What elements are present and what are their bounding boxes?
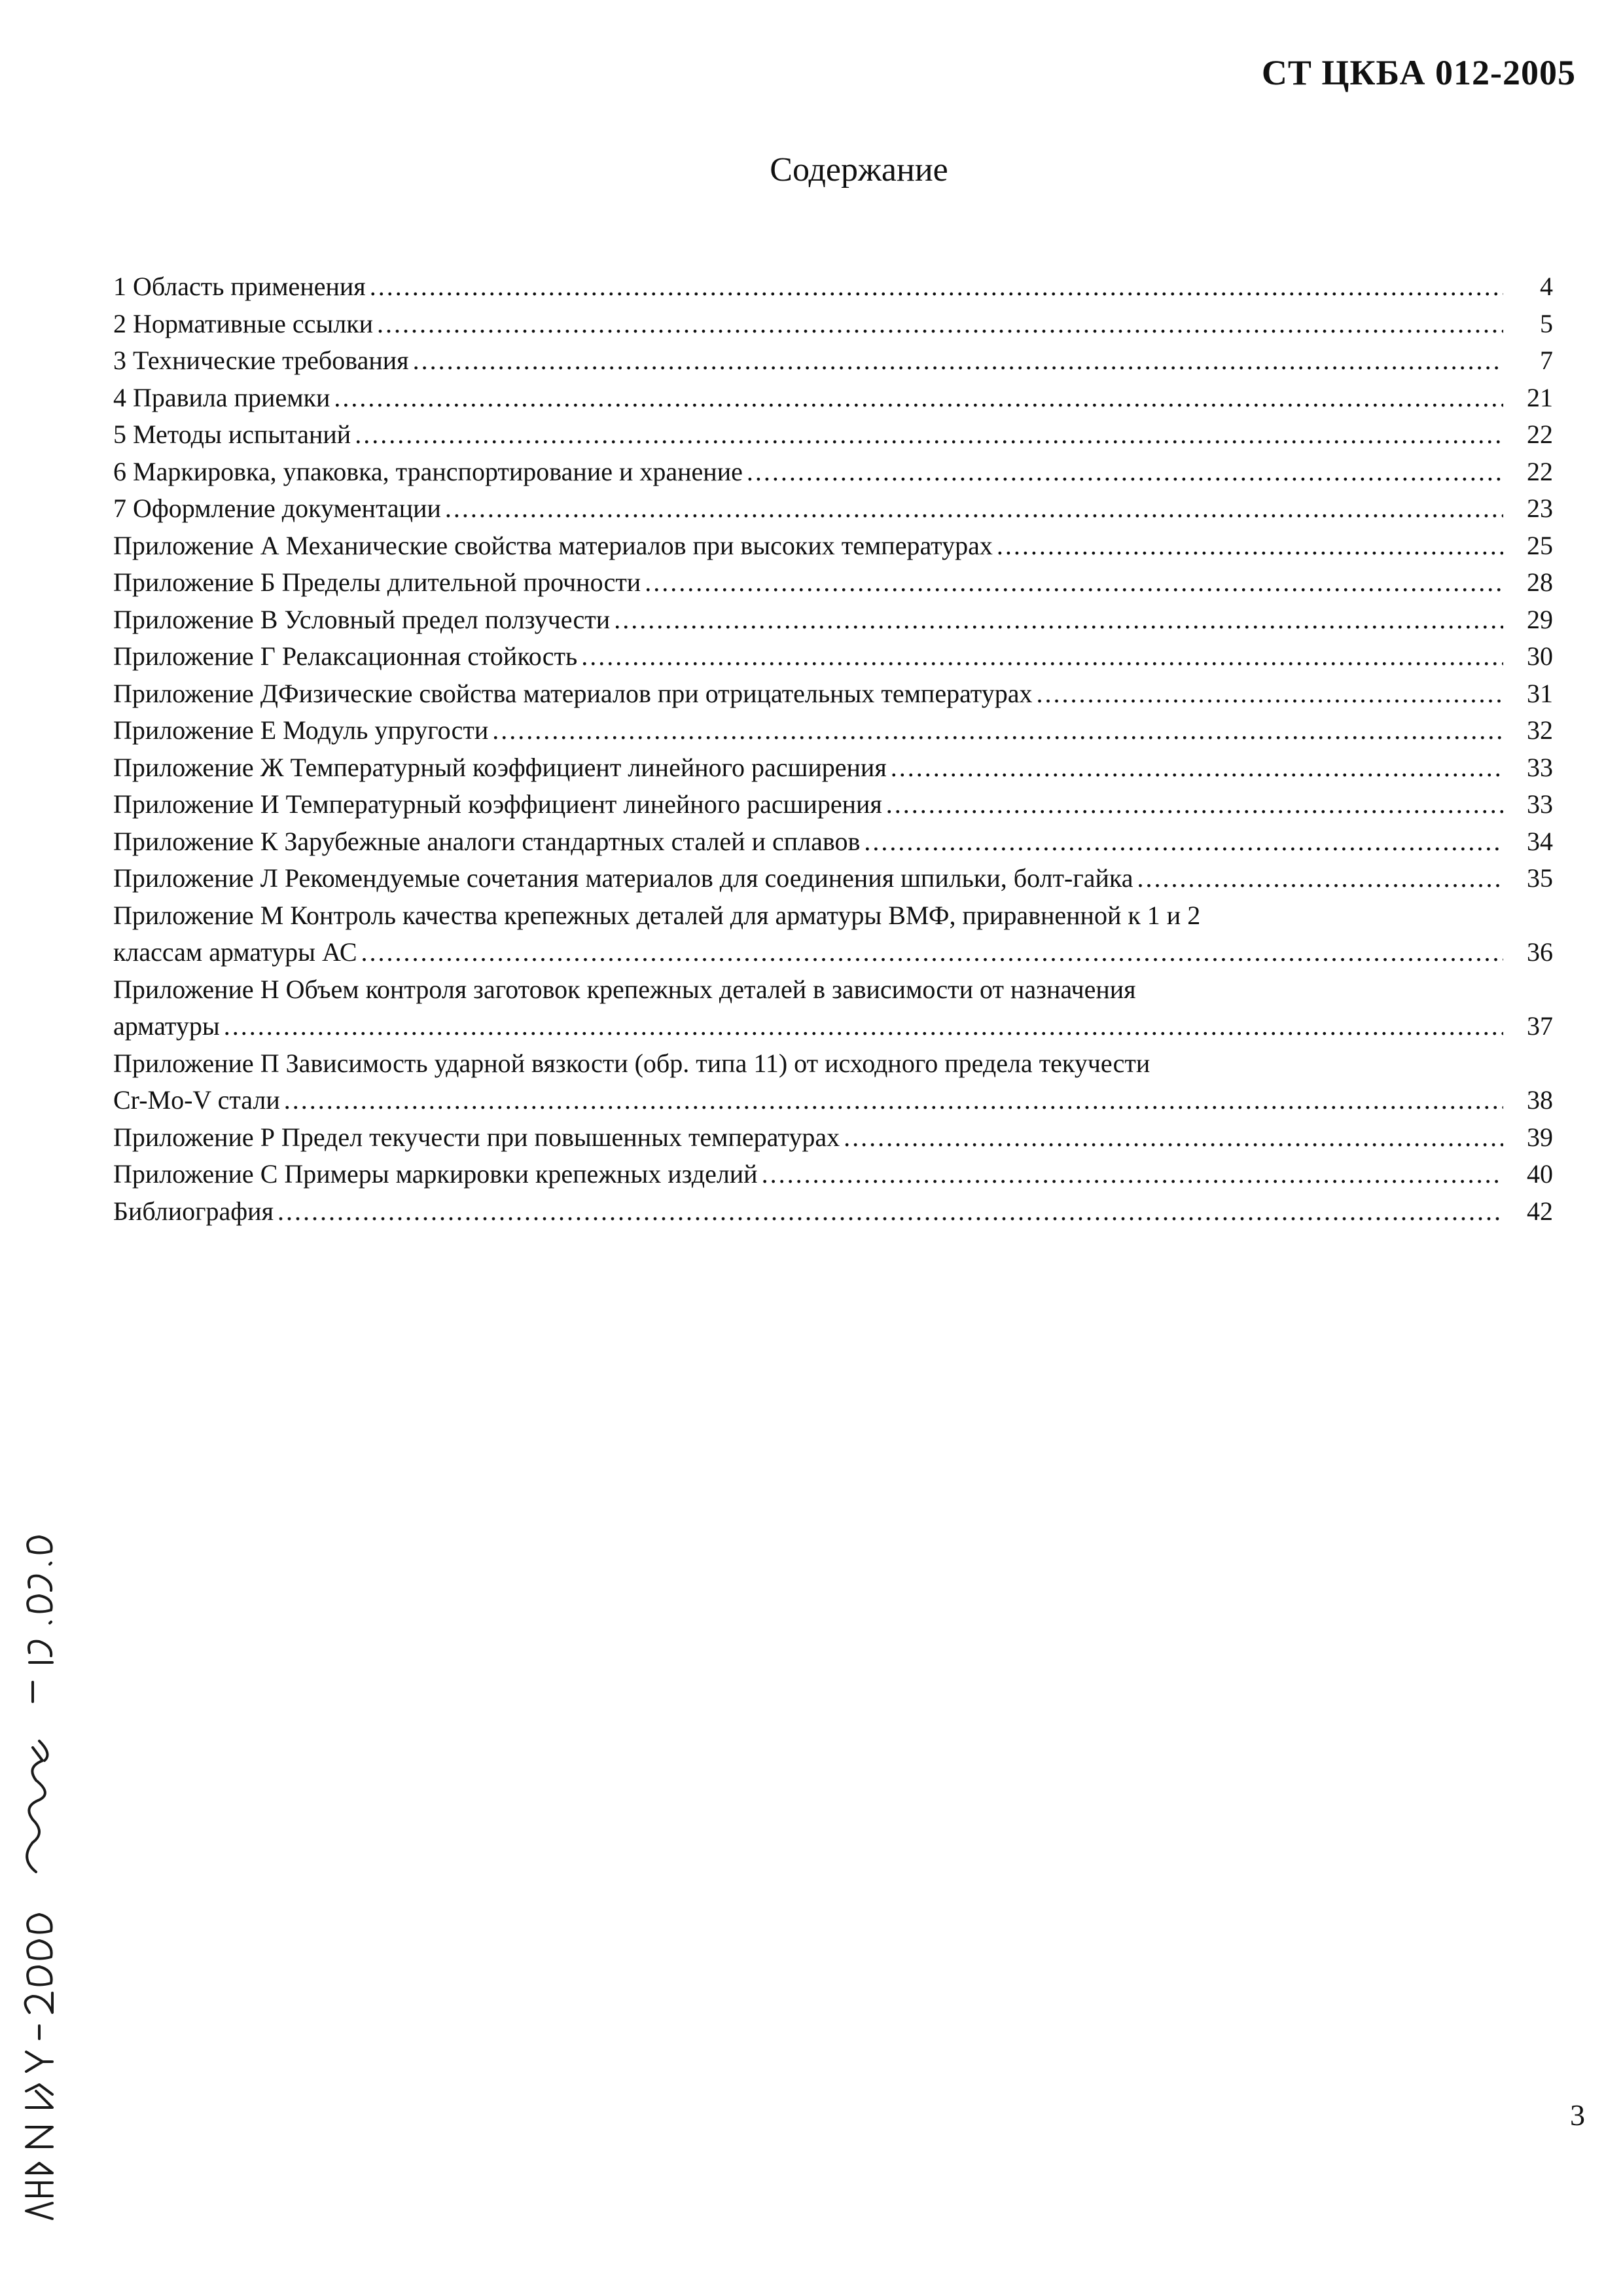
toc-entry bbox=[113, 1156, 1553, 1193]
toc-entry-page: 7 bbox=[1540, 346, 1553, 375]
toc-entry-text: классам арматуры АС bbox=[113, 937, 357, 967]
toc-entry-line bbox=[113, 1156, 1553, 1193]
toc-entry-line bbox=[113, 675, 1553, 713]
toc-entry-line bbox=[113, 638, 1553, 675]
dot-leader bbox=[614, 601, 1503, 639]
toc-entry-page: 37 bbox=[1527, 1011, 1553, 1041]
toc-entry-line bbox=[113, 823, 1553, 861]
dot-leader bbox=[284, 1082, 1503, 1119]
toc-entry-text: Приложение Г Релаксационная стойкость bbox=[113, 641, 578, 671]
toc-entry-text: Приложение В Условный предел ползучести bbox=[113, 604, 611, 634]
toc-entry-text: 3 Технические требования bbox=[113, 346, 409, 375]
toc-entry-text: 6 Маркировка, упаковка, транспортирование и хранение bbox=[113, 456, 743, 486]
toc-entry-line bbox=[113, 749, 1553, 787]
toc-entry bbox=[113, 786, 1553, 823]
dot-leader bbox=[413, 342, 1503, 380]
toc-entry bbox=[113, 380, 1553, 417]
toc-entry bbox=[113, 712, 1553, 749]
toc-entry bbox=[113, 1045, 1553, 1119]
dot-leader bbox=[581, 638, 1503, 675]
toc-entry-page: 29 bbox=[1527, 604, 1553, 634]
dot-leader bbox=[445, 490, 1503, 528]
toc-entry-page: 33 bbox=[1527, 789, 1553, 819]
table-of-contents bbox=[113, 268, 1553, 1230]
toc-entry-line bbox=[113, 712, 1553, 749]
toc-entry bbox=[113, 823, 1553, 861]
toc-entry-page: 32 bbox=[1527, 715, 1553, 745]
toc-entry bbox=[113, 342, 1553, 380]
toc-entry-line bbox=[113, 786, 1553, 823]
toc-entry-line bbox=[113, 416, 1553, 454]
toc-entry-text: 1 Область применения bbox=[113, 272, 366, 301]
toc-entry-page: 31 bbox=[1527, 678, 1553, 708]
toc-entry-text: Приложение И Температурный коэффициент линейного расширения bbox=[113, 789, 882, 819]
toc-entry-line bbox=[113, 934, 1553, 971]
toc-entry-line bbox=[113, 860, 1553, 897]
toc-entry bbox=[113, 897, 1553, 971]
toc-entry-page: 33 bbox=[1527, 752, 1553, 782]
toc-entry-line bbox=[113, 971, 1553, 1009]
toc-entry-text: Приложение К Зарубежные аналоги стандартных сталей и сплавов bbox=[113, 826, 861, 856]
toc-entry-page: 28 bbox=[1527, 567, 1553, 597]
toc-entry bbox=[113, 675, 1553, 713]
dot-leader bbox=[334, 380, 1503, 417]
toc-entry-line bbox=[113, 342, 1553, 380]
dot-leader bbox=[361, 934, 1503, 971]
dot-leader bbox=[370, 268, 1503, 306]
toc-entry-text: Приложение Ж Температурный коэффициент линейного расширения bbox=[113, 752, 887, 782]
toc-entry-page: 39 bbox=[1527, 1122, 1553, 1152]
toc-entry-line bbox=[113, 1045, 1553, 1083]
dot-leader bbox=[891, 749, 1503, 787]
document-code: СТ ЦКБА 012-2005 bbox=[1261, 53, 1576, 92]
toc-entry-line bbox=[113, 528, 1553, 565]
toc-entry-page: 36 bbox=[1527, 937, 1553, 967]
toc-entry-line bbox=[113, 1082, 1553, 1119]
toc-entry-page: 30 bbox=[1527, 641, 1553, 671]
dot-leader bbox=[864, 823, 1503, 861]
toc-entry-line bbox=[113, 564, 1553, 601]
toc-entry-text: арматуры bbox=[113, 1011, 220, 1041]
dot-leader bbox=[844, 1119, 1503, 1157]
toc-entry bbox=[113, 564, 1553, 601]
toc-entry bbox=[113, 454, 1553, 491]
toc-entry bbox=[113, 860, 1553, 897]
toc-entry-line bbox=[113, 1119, 1553, 1157]
toc-entry-text: Приложение Н Объем контроля заготовок крепежных деталей в зависимости от назначения bbox=[113, 974, 1136, 1004]
toc-entry-line bbox=[113, 306, 1553, 343]
toc-entry bbox=[113, 601, 1553, 639]
toc-entry-text: Приложение Е Модуль упругости bbox=[113, 715, 489, 745]
toc-entry-page: 38 bbox=[1527, 1085, 1553, 1115]
toc-entry-line bbox=[113, 268, 1553, 306]
toc-entry bbox=[113, 638, 1553, 675]
toc-entry-line bbox=[113, 601, 1553, 639]
toc-entry bbox=[113, 1193, 1553, 1230]
toc-entry-text: Приложение М Контроль качества крепежных деталей для арматуры ВМФ, приравненной к 1 и 2 bbox=[113, 900, 1201, 930]
dot-leader bbox=[1037, 675, 1503, 713]
toc-entry-text: Приложение П Зависимость ударной вязкости (обр. типа 11) от исходного предела текучести bbox=[113, 1048, 1150, 1078]
toc-entry-page: 22 bbox=[1527, 456, 1553, 486]
toc-entry bbox=[113, 971, 1553, 1045]
dot-leader bbox=[277, 1193, 1503, 1230]
dot-leader bbox=[377, 306, 1503, 343]
toc-entry bbox=[113, 749, 1553, 787]
toc-entry-text: 7 Оформление документации bbox=[113, 493, 441, 523]
toc-entry-text: Приложение ДФизические свойства материалов при отрицательных температурах bbox=[113, 678, 1033, 708]
toc-entry-page: 34 bbox=[1527, 826, 1553, 856]
toc-entry bbox=[113, 416, 1553, 454]
toc-entry-line bbox=[113, 490, 1553, 528]
toc-entry-text: Cr-Mo-V стали bbox=[113, 1085, 280, 1115]
dot-leader bbox=[747, 454, 1503, 491]
dot-leader bbox=[886, 786, 1503, 823]
toc-entry-page: 5 bbox=[1540, 308, 1553, 338]
toc-entry-line bbox=[113, 1193, 1553, 1230]
dot-leader bbox=[997, 528, 1503, 565]
toc-entry-page: 40 bbox=[1527, 1159, 1553, 1189]
toc-entry bbox=[113, 1119, 1553, 1157]
dot-leader bbox=[355, 416, 1503, 454]
toc-entry-text: Приложение Р Предел текучести при повышенных температурах bbox=[113, 1122, 840, 1152]
dot-leader bbox=[1137, 860, 1504, 897]
toc-entry-page: 22 bbox=[1527, 420, 1553, 449]
dot-leader bbox=[224, 1008, 1503, 1045]
dot-leader bbox=[762, 1156, 1503, 1193]
toc-entry-text: 2 Нормативные ссылки bbox=[113, 308, 374, 338]
toc-entry-text: 5 Методы испытаний bbox=[113, 420, 351, 449]
page-number: 3 bbox=[1570, 2098, 1585, 2132]
toc-entry bbox=[113, 490, 1553, 528]
handwritten-inventory-stamp bbox=[13, 1505, 65, 2225]
toc-entry-text: Приложение С Примеры маркировки крепежных изделий bbox=[113, 1159, 758, 1189]
toc-entry-line bbox=[113, 897, 1553, 935]
toc-entry bbox=[113, 528, 1553, 565]
toc-entry-text: Приложение Л Рекомендуемые сочетания материалов для соединения шпильки, болт-гайка bbox=[113, 863, 1133, 893]
toc-entry-line bbox=[113, 380, 1553, 417]
toc-entry-page: 21 bbox=[1527, 382, 1553, 412]
toc-entry-line bbox=[113, 454, 1553, 491]
handwritten-inventory-stamp-drawing bbox=[13, 1505, 65, 2225]
toc-entry-page: 23 bbox=[1527, 493, 1553, 523]
toc-entry-text: Приложение А Механические свойства материалов при высоких температурах bbox=[113, 530, 993, 560]
toc-entry-page: 35 bbox=[1527, 863, 1553, 893]
toc-entry-page: 25 bbox=[1527, 530, 1553, 560]
toc-entry-text: Библиография bbox=[113, 1196, 274, 1226]
toc-entry bbox=[113, 268, 1553, 306]
toc-title: Содержание bbox=[770, 151, 948, 188]
toc-entry-text: 4 Правила приемки bbox=[113, 382, 330, 412]
dot-leader bbox=[492, 712, 1503, 749]
toc-entry-page: 4 bbox=[1540, 272, 1553, 301]
toc-entry-page: 42 bbox=[1527, 1196, 1553, 1226]
toc-entry-line bbox=[113, 1008, 1553, 1045]
dot-leader bbox=[645, 564, 1503, 601]
toc-entry bbox=[113, 306, 1553, 343]
toc-entry-text: Приложение Б Пределы длительной прочности bbox=[113, 567, 641, 597]
